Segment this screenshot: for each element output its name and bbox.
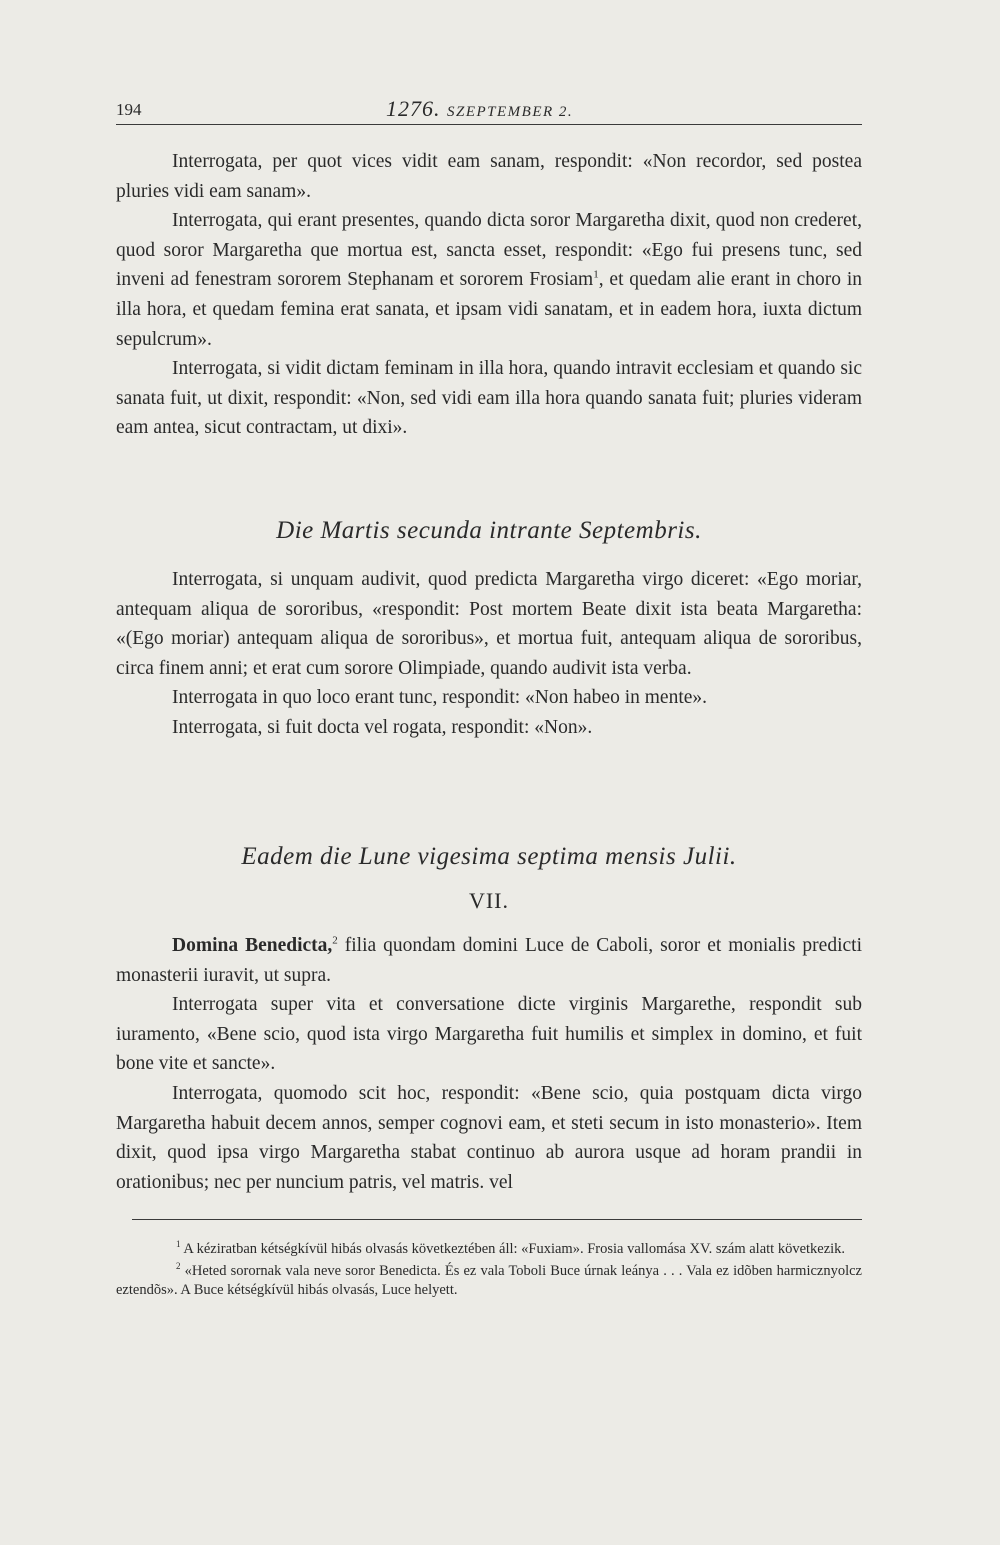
paragraph: Interrogata, per quot vices vidit eam sanam, respondit: «Non recordor, sed postea pluries vidi eam sanam».	[116, 151, 862, 202]
footnote	[116, 1262, 862, 1301]
running-head	[116, 96, 862, 124]
footnote-marker: 1	[593, 268, 599, 281]
text-block-3	[116, 931, 862, 1197]
footnote-number: 1	[176, 1239, 181, 1250]
paragraph: Interrogata in quo loco erant tunc, respondit: «Non habeo in mente».	[172, 687, 708, 709]
paragraph-text: , et quedam alie erant in choro in illa hora, et quedam femina erat sanata, et ipsam vidi sanatam, et in eadem hora, iuxta dictum sepulcrum».	[116, 269, 862, 350]
running-title-month: SZEPTEMBER 2.	[447, 104, 574, 120]
footnote	[116, 1240, 862, 1260]
footnote-text: «Heted sorornak vala neve soror Benedicta. És ez vala Toboli Buce úrnak leánya . . . Vala ez idõben harmicznyolcz eztendõs». A Buce kétségkívül hibás olvasás, Luce helyett.	[116, 1262, 862, 1298]
running-title-year: 1276.	[386, 96, 441, 121]
paragraph: Interrogata, quomodo scit hoc, respondit: «Bene scio, quia postquam dicta virgo Margaretha habuit decem annos, semper cognovi eam, et steti secum in isto monasterio». Item dixit, quod ipsa virgo Margaretha stabat continuo ab aurora usque ad horam prandii in orationibus; nec per nuncium patris, vel matris. vel	[116, 1082, 862, 1193]
footnote-marker: 2	[332, 934, 338, 947]
footnote-rule	[132, 1219, 862, 1220]
paragraph: Interrogata, si unquam audivit, quod predicta Margaretha virgo diceret: «Ego moriar, antequam aliqua de sororibus, «respondit: Post mortem Beate dixit ista beata Margaretha: «(Ego moriar) antequam aliqua de sororibus», et mortua fuit, antequam aliqua de sororibus, circa finem anni; et erat cum sorore Olimpiade, quando audivit ista verba.	[116, 569, 862, 679]
witness-name: Domina Benedicta,	[172, 935, 333, 956]
paragraph	[116, 206, 862, 354]
section-heading: Eadem die Lune vigesima septima mensis Julii.	[241, 843, 737, 870]
section-heading: Die Martis secunda intrante Septembris.	[276, 517, 702, 544]
paragraph: Interrogata, si fuit docta vel rogata, respondit: «Non».	[172, 716, 593, 738]
footnote-number: 2	[176, 1260, 181, 1271]
paragraph	[116, 931, 862, 990]
footnote-text: A kéziratban kétségkívül hibás olvasás következtében áll: «Fuxiam». Frosia vallomása XV. szám alatt következik.	[180, 1241, 846, 1257]
paragraph: Interrogata super vita et conversatione dicte virginis Margarethe, respondit sub iuramento, «Bene scio, quod ista virgo Margaretha fuit humilis et simplex in domino, et fuit bone vite et sancte».	[116, 994, 862, 1075]
running-title	[386, 96, 573, 122]
paragraph-text: Interrogata, qui erant presentes, quando dicta soror Margaretha dixit, quod non crederet, quod soror Margaretha que mortua est, sancta esset, respondit: «Ego fui presens tunc, sed inveni ad fenestram sororem Stephanam et sororem Frosiam	[116, 210, 862, 291]
header-rule	[116, 124, 862, 125]
roman-numeral: VII.	[468, 888, 510, 913]
footnotes	[116, 1240, 862, 1303]
paragraph: Interrogata, si vidit dictam feminam in illa hora, quando intravit ecclesiam et quando sic sanata fuit, ut dixit, respondit: «Non, sed vidi eam illa hora quando sanata fuit; pluries videram eam antea, sicut contractam, ut dixi».	[116, 358, 862, 439]
paragraph-text: filia quondam domini Luce de Caboli, soror et monialis predicti monasterii iuravit, ut supra.	[116, 935, 862, 986]
page-number: 194	[116, 100, 142, 119]
text-block-2	[116, 565, 862, 743]
text-block-1	[116, 147, 862, 443]
